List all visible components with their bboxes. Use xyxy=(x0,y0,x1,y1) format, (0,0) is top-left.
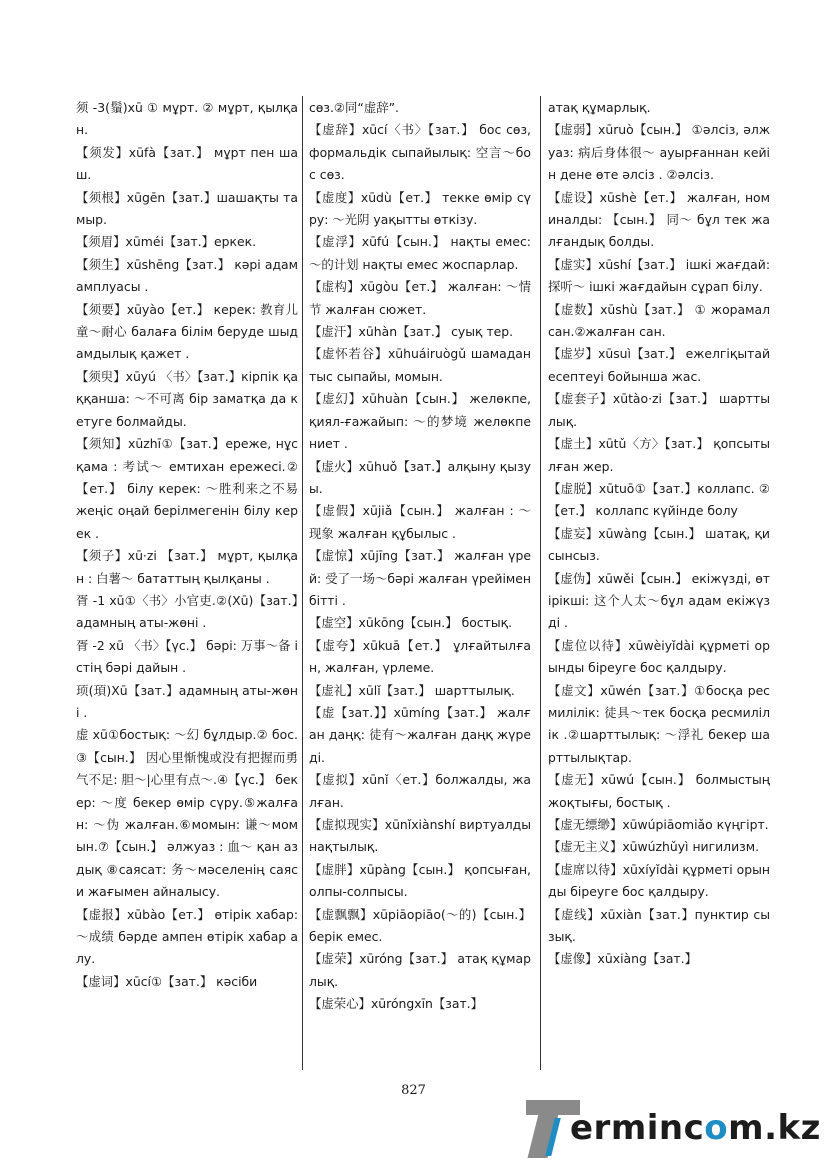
entry: 【虚席以待】xūxíyǐdài құрметі орынды біреуге бос қалдыру. xyxy=(548,861,770,900)
entry: 【虚报】xūbào【ет.】 өтірік хабар: ～成绩 бәрде ампен өтірік хабар алу. xyxy=(76,906,298,967)
terminology-logo xyxy=(522,1098,821,1160)
entry: 【须生】xūshēng【зат.】 кәрі адам амплуасы . xyxy=(76,256,298,295)
entry: 【虚火】xūhuǒ【зат.】алқыну қызуы. xyxy=(309,458,531,496)
entry: 【虚文】xūwén【зат.】①босқа ресмилілік: 徒具～тек босқа ресмилілік .②шарттылық: ～浮礼 бекер шарттылықтар. xyxy=(548,682,770,765)
entry: 【虚夸】xūkuā【ет.】 ұлғайтылған, жалған, үрлеме. xyxy=(309,637,531,676)
entry: 【须要】xūyào【ет.】 керек: 教育儿童～耐心 балаға білім беруде шыдамдылық қажет . xyxy=(76,301,298,362)
entry: 【虚拟】xūnǐ〈ет.】болжалды, жалған. xyxy=(309,772,531,810)
entry: 【虚设】xūshè【ет.】 жалған, номиналды: 【сын.】 同～ бұл тек жалғандық болды. xyxy=(548,189,770,250)
entry: 【虚幻】xūhuàn【сын.】 желөкпе, қиял-ғажайып: ～的梦境 желөкпе ниет . xyxy=(309,391,531,452)
entry: 【虚妄】xūwàng【сын.】 шатақ, қисынсыз. xyxy=(548,525,770,564)
entry: 胥 -2 xū 〈书〉【үс.】 бәрі: 万事～备 істің бәрі дайын . xyxy=(76,637,298,676)
entry: 【虚空】xūkōng【сын.】 бостық. xyxy=(309,615,513,631)
entry: 【须臾】xūyú 〈书〉【зат.】кірпік қаққанша: ～不可离 бір заматқа да кетуге болмайды. xyxy=(76,368,298,429)
entry: 【须知】xūzhī①【зат.】ереже, нұсқама : 考试～ емтихан ережесі.②【ет.】 білу керек: ～胜利来之不易 жеңіс оңай берілмегенін білу керек . xyxy=(76,436,298,541)
entry: 【须发】xūfà【зат.】 мұрт пен шаш. xyxy=(76,144,298,183)
entry: 【须根】xūgēn【зат.】шашақты тамыр. xyxy=(76,189,298,228)
entry: сөз.②同“虚辞”. xyxy=(309,100,399,115)
entry: 虚 xū①бостық: ～幻 бұлдыр.② бос.③【сын.】 因心里惭愧或没有把握而勇气不足: 胆～|心里有点～.④【үс.】 бекер: ～度 бекер өмір сүру.⑤жалған: ～伪 жалған.⑥момын: 谦～момын.⑦【сын.】 әлжуаз : 血～ қан аздық ⑧саясат: 务～мәселенің саяси жағымен айналысу. xyxy=(76,727,298,900)
entry: 【虚浮】xūfú【сын.】 нақты емес: ～的计划 нақты емес жоспарлар. xyxy=(309,234,531,272)
entry: 【虚数】xūshù【зат.】 ① жорамал сан.②жалған сан. xyxy=(548,301,770,340)
entry: 【虚汗】xūhàn【зат.】 суық тер. xyxy=(309,324,514,340)
entry: 【虚岁】xūsuì【зат.】 ежелгіқытай есептеуі бойынша жас. xyxy=(548,346,770,384)
dictionary-column-3 xyxy=(548,97,770,971)
entry: 【虚惊】xūjīng【зат.】 жалған үрей: 受了一场～бәрі жалған үрейімен бітті . xyxy=(309,548,531,608)
entry: 【须眉】xūméi【зат.】еркек. xyxy=(76,234,257,250)
entry: 【虚像】xūxiàng【зат.】 xyxy=(548,951,697,967)
entry: 【虚拟现实】xūnǐxiànshí виртуалды нақтылық. xyxy=(309,817,531,855)
entry: 【须子】xū·zi 【зат.】 мұрт, қылқан : 白薯～ бататтың қылқаны . xyxy=(76,548,298,586)
entry: 【虚无缥缈】xūwúpiāomiǎo күңгірт. xyxy=(548,817,769,832)
entry: 【虚脱】xūtuō①【зат.】коллапс. ②【ет.】 коллапс күйінде болу xyxy=(548,480,770,519)
entry: 【虚词】xūcí①【зат.】 кәсіби xyxy=(76,973,258,989)
entry: 【虚线】xūxiàn【зат.】пунктир сызық. xyxy=(548,906,770,945)
entry: 【虚弱】xūruò【сын.】 ①әлсіз, әлжуаз: 病后身体很～ ауырғаннан кейін дене өте әлсіз . ②әлсіз. xyxy=(548,122,770,183)
entry: 【虚伪】xūwěi【сын.】 екіжүзді, өтірікші: 这个人太～бұл адам екіжүзді . xyxy=(548,570,770,631)
entry: 【虚荣】xūróng【зат.】 атақ құмарлық. xyxy=(309,951,531,989)
logo-text: ermincom.kz xyxy=(570,1108,821,1148)
entry: 【虚荣心】xūróngxīn【зат.】 xyxy=(309,996,484,1012)
entry: 【虚位以待】xūwèiyǐdài құрметі орынды біреуге бос қалдыру. xyxy=(548,637,770,676)
entry: 【虚辞】xūcí〈书〉【зат.】 бос сөз, формальдік сыпайылық: 空言～бос сөз. xyxy=(309,122,531,183)
dictionary-column-2 xyxy=(309,97,531,1016)
entry: 【虚土】xūtǔ〈方〉【зат.】 қопсытылған жер. xyxy=(548,436,770,474)
entry: 【虚【зат.】】xūmíng【зат.】 жалған даңқ: 徒有～жалған даңқ жүреді. xyxy=(309,704,531,765)
page-number: 827 xyxy=(401,1083,426,1098)
entry: 胥 -1 xū①〈书〉小官吏.②(Xū)【зат.】адамның аты-жөні . xyxy=(76,592,298,631)
entry: 【虚实】xūshí【зат.】 ішкі жағдай: 探听～ ішкі жағдайын сұрап білу. xyxy=(548,256,770,295)
entry: 【虚度】xūdù【ет.】 текке өмір сүру: ～光阴 уақытты өткізу. xyxy=(309,189,531,228)
entry: атақ құмарлық. xyxy=(548,100,651,115)
entry: 【虚无】xūwú【сын.】 болмыстың жоқтығы, бостық . xyxy=(548,772,770,810)
entry: 【虚礼】xūlǐ【зат.】 шарттылық. xyxy=(309,682,515,698)
entry: 【虚飘飘】xūpiāopiāo(～的)【сын.】 берік емес. xyxy=(309,906,531,945)
entry: 顼(頊)Xū【зат.】адамның аты-жөні . xyxy=(76,682,298,720)
entry: 【虚无主义】xūwúzhǔyì нигилизм. xyxy=(548,839,760,855)
column-divider xyxy=(302,96,303,1070)
entry: 【虚套子】xūtào·zi【зат.】 шарттылық. xyxy=(548,391,770,429)
entry: 【虚假】xūjiǎ【сын.】 жалған : ～现象 жалған құбылыс . xyxy=(309,503,531,541)
entry: 【虚构】xūgòu【ет.】 жалған: ～情节 жалған сюжет. xyxy=(309,279,531,317)
entry: 【虚胖】xūpàng【сын.】 қопсыған, олпы-солпысы. xyxy=(309,861,531,900)
dictionary-column-1 xyxy=(76,97,298,993)
column-divider xyxy=(540,96,541,1070)
entry: 须 -3(鬚)xū ① мұрт. ② мұрт, қылқан. xyxy=(76,100,298,138)
entry: 【虚怀若谷】xūhuáiruògǔ шамадан тыс сыпайы, момын. xyxy=(309,346,531,384)
